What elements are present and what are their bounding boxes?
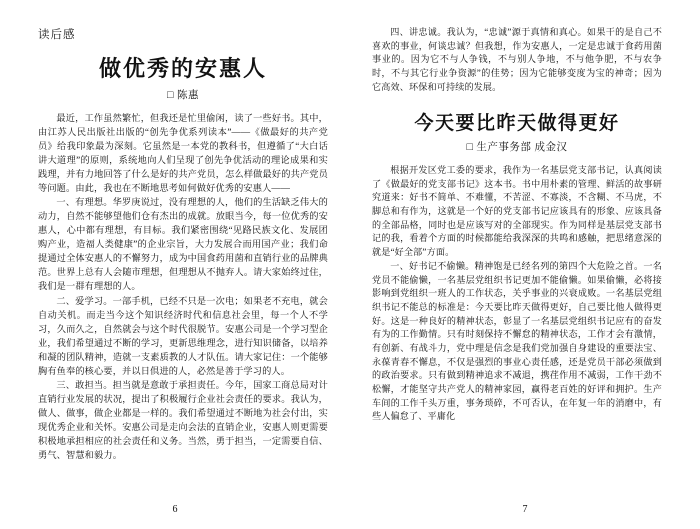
paragraph: 三、敢担当。担当就是意敢于承担责任。今年，国家工商总局对计直销行业发展的状况，提出了积极履行企业社会责任的要求。我认为，做人、做事，做企业都是一样的。我们希望通过不断地为社会付出，实现优秀企业和关怀。安惠公司是走向会法的直销企业，安惠人则更需要积极地承担相应的社会责任和义务。当然，勇于担当，一定需要自信、勇气、智慧和毅力。 xyxy=(38,380,328,461)
section-label: 读后感 xyxy=(38,29,76,41)
paragraph: 最近，工作虽然繁忙，但我还是忙里偷闲，读了一些好书。其中，由江苏人民出版社出版的“创先争优系列读本”——《做最好的共产党员》给我印象最为深刻。它虽然是一本党的教科书，但遵循了“大白话讲大道理”的原则，系统地向人们呈现了创先争优活动的理论成果和实践理，并有力地回答了什么是好的共产党员，怎么样做最好的共产党员等问题。由此，我也在不断地思考如何做好优秀的安惠人—— xyxy=(38,113,328,193)
page-title: 做优秀的安惠人 xyxy=(98,56,267,82)
paragraph: 四、讲忠诚。我认为，“忠诚”源于真情和真心。如果干的是自己不喜欢的事业，何谈忠诚？但我想，作为安惠人，一定是忠诚于食药用菌事业的。因为它不与人争钱，不与别人争地，不与他争肥，不与农争时，不与其它行业争资源”的佳势；因为它能够变度为宝的神奇；因为它高效、环保和可持续的发展。 xyxy=(372,27,662,92)
article-body xyxy=(38,112,328,463)
byline: □ 生产事务部 成金汉 xyxy=(466,142,568,154)
paragraph: 一、有理想。华罗庚说过，没有理想的人，他们的生活缺乏伟大的动力，自然不能够望他们仓有杰出的成就。放眼当今，每一位优秀的安惠人，心中都有理想，有目标。我们紧密围绕“见路民族文化、发展团购产业，造福人类健康”的企业宗旨，大力发展合而用国产业；我们命提通过全体安惠人的不懈努力，成为中国食药用菌和直销行业的品牌典范。世界上总有人会随市理想，但理想从不抛弃人。请大家始终过住，我们是一群有理想的人。 xyxy=(38,197,328,292)
paragraph: 根据开发区党工委的要求，我作为一名基层党支部书记，认真阅读了《做最好的党支部书记》这本书。书中用朴素的管理、鲜活的故事研究道来：好书不简单、不难懂，不苦涩、不寡淡，不含糊、不马虎，不脚总和有作为，这就是一个好的党支部书记应该具有的形象、应该具备的全部品格，同时也是应该写对的全部现实。作为同样是基层党支部书记的我，看着个方面的时候都能给我深深的共鸣和感触，把思绪意深的就是“好全部”方面。 xyxy=(372,165,662,258)
right-page xyxy=(350,0,700,529)
article-body xyxy=(372,164,662,424)
page-number-left: 6 xyxy=(172,504,178,515)
continued-body xyxy=(372,26,662,94)
page-title-secondary: 今天要比昨天做得更好 xyxy=(414,112,620,135)
byline: □ 陈惠 xyxy=(167,90,199,101)
paragraph: 一、好书记不偷懒。精神饱是已经名列的第四个大危险之首。一名党员不能偷懒，一名基层党组织书记更加不能偷懒。如果偷懒，必将接影响到党组织一班人的工作状态，关乎事业的兴衰成败。一名基层党组织书记不能总的标准是：今天要比昨天做得更好，自己要比他人做得更好。这是一种良好的精神状态，彰显了一名基层党组织书记应有的奋发有为的工作勤情。只有时刻保持不懈怠的精神状态，工作才会有激情，有创新、有战斗力，党中理是信念是我们党加强自身建设的重要法宝、永葆青春不懈息，不仅是强烈的事业心责任感，还是党员干部必须做到的政治要求。只有做到精神追求不减退，携荏作用不减弱，工作干劲不松懈，才能坚守共产党人的精神家园，赢得老百姓的好评和拥护。生产车间的工作千头万重，事务琐碎，不可否认，在年复一年的消磨中，有些人偏怠了、平庸化 xyxy=(372,261,662,422)
paragraph: 二、爱学习。一部手机，已经不只是一次电；如果老不充电，就会自动关机。而走当今这个知识经济时代和信息社会里，每一个人不学习，久而久之，自然就会与这个时代很脱节。安惠公司是一个学习型企业，我们希望通过不断的学习，更新思维理念，进行知识储备，以培养和凝的团队精神，造就一支素质教的人才队伍。请大家记住：一个能够胸有鱼奉的核心要，并以日倶进的人，必然是善于学习的人。 xyxy=(38,295,328,376)
page-number-right: 7 xyxy=(522,504,528,515)
